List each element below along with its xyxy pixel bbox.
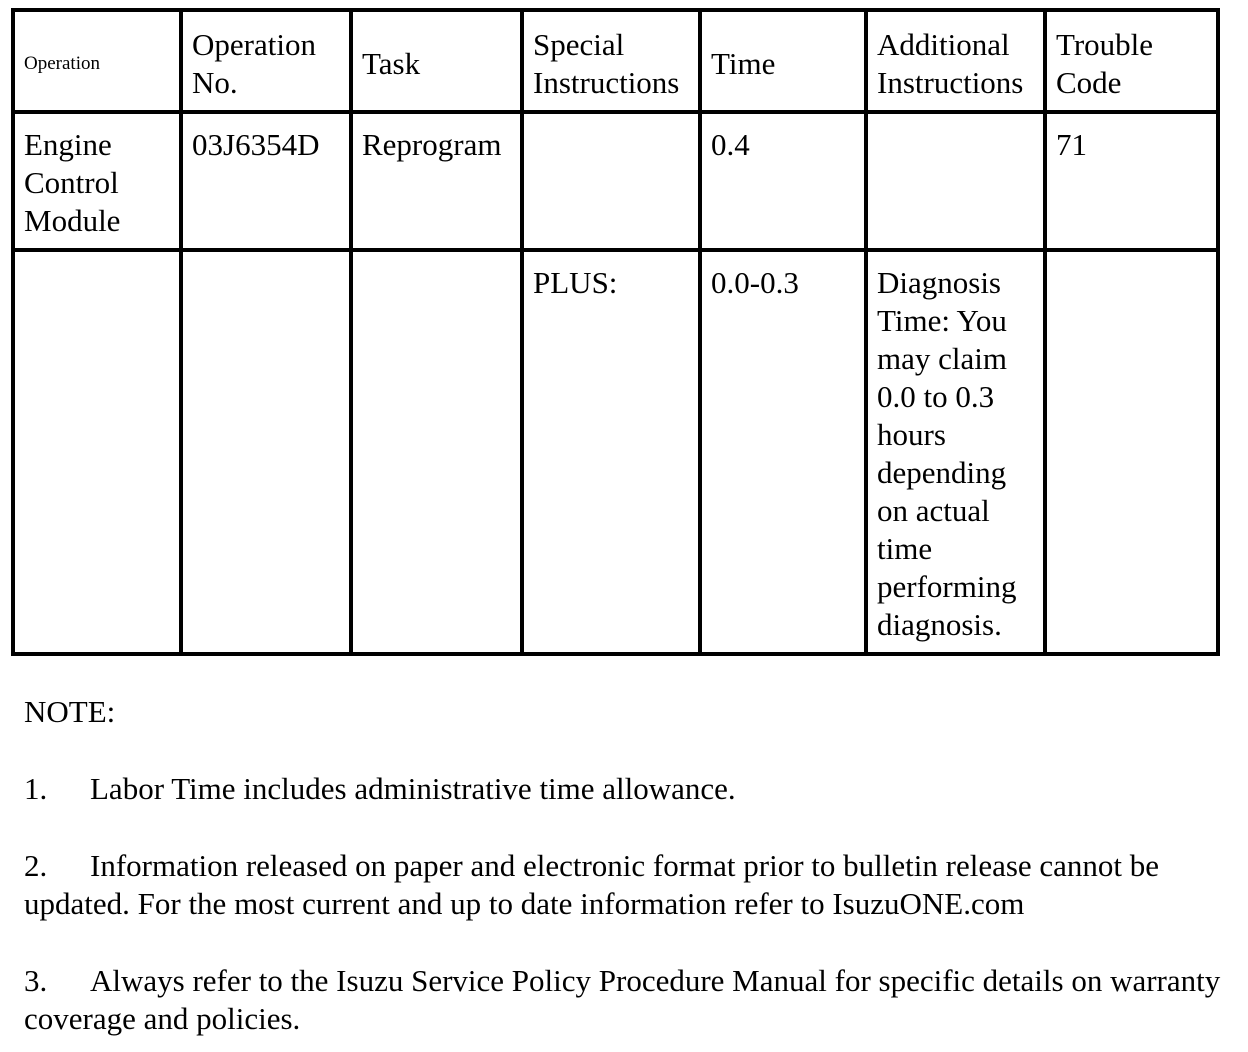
note-number: 1. [24,771,48,806]
cell-special-instructions-text: PLUS: [533,265,618,300]
cell-trouble-code [1045,112,1218,250]
labor-operation-table [11,8,1220,656]
cell-special-instructions [522,250,700,654]
cell-operation-text: Engine Control Module [24,127,121,238]
cell-special-instructions [522,112,700,250]
header-additional-instructions [866,10,1045,112]
note-number: 3. [24,963,48,998]
note-item [24,847,1224,923]
header-time-label: Time [711,46,776,81]
notes-section [24,693,1224,1038]
cell-operation-no [181,112,351,250]
cell-task [351,250,522,654]
table-row [13,250,1218,654]
cell-operation-no-text: 03J6354D [192,127,320,162]
header-operation-label: Operation [24,53,100,74]
header-trouble-code [1045,10,1218,112]
header-task [351,10,522,112]
cell-additional-instructions-text: Diagnosis Time: You may claim 0.0 to 0.3 hours depending on actual time performing diagnosis. [877,265,1017,642]
note-text: Labor Time includes administrative time allowance. [90,771,736,806]
header-special-instructions-label: Special Instructions [533,27,680,100]
cell-operation [13,250,181,654]
note-number: 2. [24,848,48,883]
cell-time-text: 0.0-0.3 [711,265,799,300]
cell-operation-no [181,250,351,654]
cell-additional-instructions [866,250,1045,654]
header-trouble-code-label: Trouble Code [1056,27,1154,100]
cell-trouble-code [1045,250,1218,654]
header-additional-instructions-label: Additional Instructions [877,27,1024,100]
table-row [13,112,1218,250]
header-operation-no [181,10,351,112]
header-task-label: Task [362,46,421,81]
cell-time [700,250,866,654]
header-operation-no-label: Operation No. [192,27,316,100]
header-special-instructions [522,10,700,112]
cell-time-text: 0.4 [711,127,750,162]
cell-operation [13,112,181,250]
table-header-row [13,10,1218,112]
note-text: Always refer to the Isuzu Service Policy Procedure Manual for specific details on warranty coverage and policies. [24,963,1221,1036]
note-heading: NOTE: [24,694,116,729]
cell-additional-instructions [866,112,1045,250]
cell-time [700,112,866,250]
cell-trouble-code-text: 71 [1056,127,1087,162]
header-time [700,10,866,112]
note-text: Information released on paper and electronic format prior to bulletin release cannot be updated. For the most current and up to date information refer to IsuzuONE.com [24,848,1160,921]
note-item [24,962,1224,1038]
cell-task [351,112,522,250]
cell-task-text: Reprogram [362,127,502,162]
note-item [24,770,1224,808]
header-operation [13,10,181,112]
